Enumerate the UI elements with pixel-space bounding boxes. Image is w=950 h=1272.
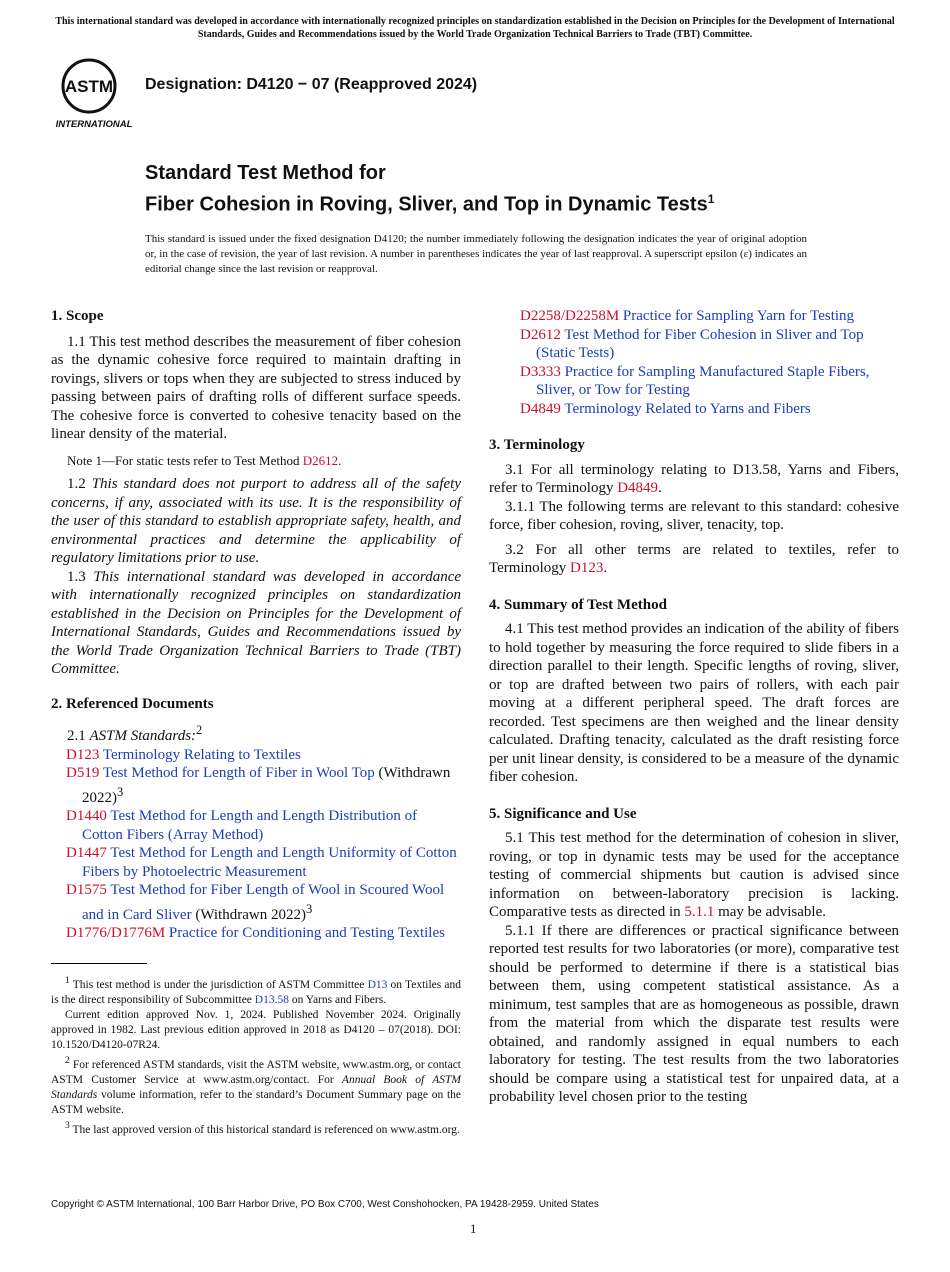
footnote-divider: [51, 963, 147, 964]
ref-title[interactable]: Test Method for Fiber Cohesion in Sliver and Top (Static Tests): [536, 326, 864, 361]
ref-title[interactable]: Terminology Related to Yarns and Fibers: [560, 400, 811, 417]
para-5-1-text: 5.1 This test method for the determination of cohesion in sliver, roving, or top in dynamic tests may be used for the acceptance testing of commercial shipments but caution is advised since information on between-laboratory precision is lacking. Comparative tests as directed in: [489, 830, 899, 920]
left-column: [51, 307, 461, 943]
link-d4849[interactable]: D4849: [617, 480, 659, 496]
footnote-ref-2[interactable]: 2: [196, 723, 203, 737]
ref-title[interactable]: Test Method for Length and Length Uniformity of Cotton Fibers by Photoelectric Measurement: [82, 845, 457, 880]
footnote-2-num: 2: [65, 1054, 70, 1066]
section-1-heading: 1. Scope: [51, 308, 104, 324]
note-1-text: Note 1—For static tests refer to Test Method: [67, 452, 303, 468]
title-footnote-ref[interactable]: 1: [707, 192, 715, 206]
ref-title[interactable]: Test Method for Length of Fiber in Wool Top: [99, 765, 375, 781]
page-number: 1: [470, 1221, 477, 1236]
ref-title[interactable]: Practice for Sampling Yarn for Testing: [619, 308, 855, 324]
para-5-1: [489, 829, 899, 922]
designation: Designation: D4120 − 07 (Reapproved 2024): [145, 76, 478, 93]
footnote-3-num: 3: [65, 1119, 70, 1131]
link-d13-58[interactable]: D13.58: [254, 993, 289, 1006]
ref-code[interactable]: D1575: [66, 882, 107, 898]
footnote-ref-3[interactable]: 3: [305, 901, 313, 916]
ref-code[interactable]: D123: [66, 746, 100, 763]
para-1-2-num: 1.2: [67, 476, 92, 492]
para-3-2-text: 3.2 For all other terms are related to textiles, refer to Terminology: [489, 541, 899, 576]
right-column: [489, 307, 899, 1107]
astm-logo: [52, 54, 136, 130]
para-1-2: [51, 475, 461, 568]
svg-text:ASTM: ASTM: [64, 77, 114, 96]
ref-title[interactable]: Test Method for Fiber Length of Wool in Scoured Wool and in Card Sliver: [82, 882, 445, 923]
ref-withdrawn: (Withdrawn 2022): [191, 906, 306, 923]
para-1-3-num: 1.3: [67, 568, 94, 585]
footnote-1-text: on Yarns and Fibers.: [288, 993, 387, 1006]
ref-code[interactable]: D1776/D1776M: [66, 925, 166, 941]
copyright: Copyright © ASTM International, 100 Barr Harbor Drive, PO Box C700, West Conshohocken, PA 19428-2959. United States: [51, 1199, 599, 1210]
reference-list-left: [51, 746, 461, 943]
title-line1: Standard Test Method for: [145, 162, 386, 184]
note-1: Note 1—For static tests refer to Test Method D2612.: [67, 452, 342, 468]
ref-item: [66, 844, 461, 881]
link-d2612[interactable]: D2612: [302, 452, 339, 468]
section-4-heading: 4. Summary of Test Method: [489, 596, 667, 613]
para-1-1: 1.1 This test method describes the measurement of fiber cohesion as the dynamic cohesive force required to maintain drafting in rovings, slivers or tops when they are subjected to stress induced by passing between pairs of drafting rolls of different surface speeds. The cohesive force is converted to cohesive tenacity based on the linear density of the material.: [51, 333, 461, 442]
para-1-3: [51, 568, 461, 679]
section-3-heading: 3. Terminology: [489, 437, 585, 453]
title-line2: Fiber Cohesion in Roving, Sliver, and Top in Dynamic Tests: [145, 193, 708, 216]
para-2-1-num: 2.1: [67, 728, 90, 744]
issued-note: This standard is issued under the fixed designation D4120; the number immediately following the designation indicates the year of original adoption or, in the case of revision, the year of last revision. A number in parentheses indicates the year of last reapproval. A superscript epsilon (ε) indicates an editorial change since the last revision or reapproval.: [145, 233, 807, 275]
ref-item: [520, 326, 899, 363]
para-3-1: [489, 461, 899, 498]
ref-item: [66, 807, 461, 844]
footnote-ref-3[interactable]: 3: [117, 784, 124, 799]
footnote-1: [51, 973, 461, 1008]
para-4-1: 4.1 This test method provides an indication of the ability of fibers to hold together by measuring the force required to slide fibers in a direction parallel to their length. Specific lengths of roving, sliver, or top are drafted between two pairs of rollers, with each pair moving at a different peripheral speed. The draft forces are recorded. Test specimens are then weighed and the linear density calculated. Drafting tenacity, calculated as the draft resisting force per unit linear density, is considered to be a measure of the dynamic fiber cohesion.: [489, 621, 899, 785]
ref-item: [520, 363, 899, 400]
footnote-2-text: For referenced ASTM standards, visit the ASTM website, www.astm.org, or contact ASTM Customer Service at www.astm.org/contact. For: [51, 1058, 461, 1086]
para-2-1-text: ASTM Standards:: [89, 728, 197, 744]
logo-text: INTERNATIONAL: [55, 119, 133, 130]
footnote-1-text: on Textiles and is the direct responsibility of Subcommittee: [51, 978, 461, 1006]
section-5-heading: 5. Significance and Use: [489, 805, 637, 822]
para-3-2-end: .: [603, 560, 608, 576]
ref-item: [520, 400, 899, 419]
para-1-3-text: This international standard was developed in accordance with internationally recognized principles on standardization established in the Decision on Principles for the Development of International Standards, Guides and Recommendations issued by the World Trade Organization Technical Barriers to Trade (TBT) Committee.: [51, 568, 462, 677]
ref-code[interactable]: D519: [66, 765, 100, 781]
footnote-2-italic: Annual Book of ASTM Standards: [51, 1073, 461, 1101]
para-3-1-1: 3.1.1 The following terms are relevant to this standard: cohesive force, fiber cohesion, roving, sliver, tenacity, top.: [489, 498, 899, 533]
ref-withdrawn: (Withdrawn 2022): [82, 765, 451, 806]
ref-title[interactable]: Terminology Relating to Textiles: [99, 746, 301, 763]
section-2-heading: 2. Referenced Documents: [51, 695, 214, 712]
ref-code[interactable]: D1440: [66, 808, 107, 824]
ref-code[interactable]: D2258/D2258M: [520, 308, 620, 324]
footnote-1-num: 1: [65, 975, 70, 986]
reference-list-right: [489, 307, 899, 418]
top-notice: This international standard was developed in accordance with internationally recognized principles on standardization established in the Decision on Principles for the Development of International Standards, Guides and Recommendations issued by the World Trade Organization Technical Barriers to Trade (TBT) Committee.: [55, 16, 895, 40]
para-3-1-end: .: [658, 480, 662, 496]
ref-title[interactable]: Practice for Conditioning and Testing Textiles: [165, 925, 445, 941]
ref-code[interactable]: D2612: [520, 326, 561, 343]
ref-item: [520, 307, 899, 326]
footnote-1-text: This test method is under the jurisdiction of ASTM Committee: [72, 978, 368, 991]
link-d123[interactable]: D123: [570, 560, 604, 576]
page-title: [145, 160, 714, 218]
footnote-2-text: volume information, refer to the standard’s Document Summary page on the ASTM website.: [51, 1088, 461, 1116]
para-3-1-text: 3.1 For all terminology relating to D13.58, Yarns and Fibers, refer to Terminology: [489, 461, 899, 496]
ref-item: [66, 746, 461, 765]
ref-item: [66, 764, 461, 807]
ref-item: [66, 924, 461, 943]
para-2-1: [51, 721, 461, 746]
footnote-3: [51, 1118, 461, 1138]
para-3-2: [489, 541, 899, 578]
footnote-current-edition: Current edition approved Nov. 1, 2024. Published November 2024. Originally approved in 1982. Last previous edition approved in 2018 as D4120 – 07(2018). DOI: 10.1520/D4120-07R24.: [51, 1008, 461, 1051]
link-d13[interactable]: D13: [367, 978, 388, 991]
para-5-1-end: may be advisable.: [714, 904, 826, 920]
ref-title[interactable]: Practice for Sampling Manufactured Staple Fibers, Sliver, or Tow for Testing: [536, 363, 870, 398]
link-5-1-1[interactable]: 5.1.1: [684, 904, 715, 920]
para-1-2-text: This standard does not purport to address all of the safety concerns, if any, associated with its use. It is the responsibility of the user of this standard to establish appropriate safety, health, and environmental practices and determine the applicability of regulatory limitations prior to use.: [51, 476, 462, 566]
footnote-3-text: The last approved version of this historical standard is referenced on www.astm.org.: [72, 1123, 460, 1136]
ref-title[interactable]: Test Method for Length and Length Distribution of Cotton Fibers (Array Method): [82, 808, 418, 843]
ref-code[interactable]: D4849: [520, 400, 561, 417]
para-5-1-1: 5.1.1 If there are differences or practical significance between reported test results for two laboratories (or more), comparative test should be performed to determine if there is a statistical bias between them, using competent statistical assistance. As a minimum, test samples that are as homogeneous as possible, drawn from the material from which the disparate test results were obtained, and randomly assigned in equal numbers to each laboratory for testing. The test results from the two laboratories should be compare using a statistical test for unpaired data, at a probability level chosen prior to the testing: [489, 922, 899, 1105]
footnote-2: [51, 1053, 461, 1118]
ref-item: [66, 881, 461, 924]
footnotes: [51, 973, 461, 1137]
ref-code[interactable]: D3333: [520, 363, 561, 380]
ref-code[interactable]: D1447: [66, 845, 107, 861]
